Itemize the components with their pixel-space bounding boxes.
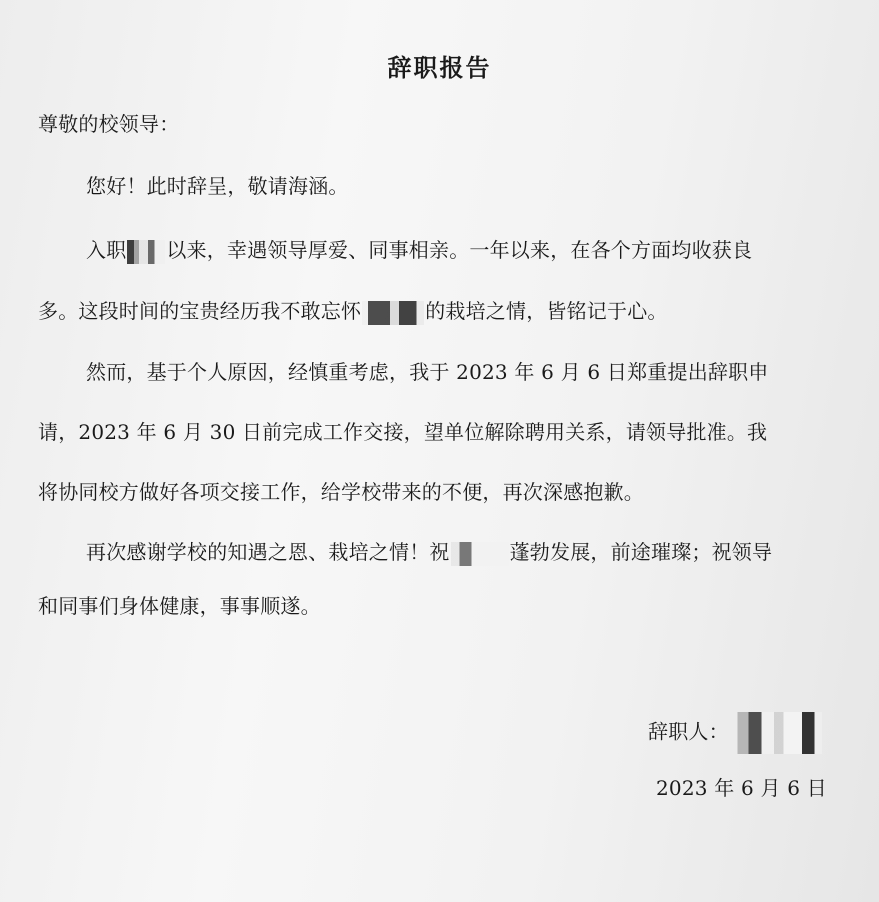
text-segment: 的栽培之情，皆铭记于心。 <box>425 299 668 323</box>
salutation: 尊敬的校领导： <box>38 112 180 136</box>
text-segment: 入职 <box>86 238 127 262</box>
paragraph-2-line-3: 将协同校方做好各项交接工作，给学校带来的不便，再次深感抱歉。 <box>38 480 644 504</box>
text-segment: 以来，幸遇领导厚爱、同事相亲。一年以来，在各个方面均收获良 <box>166 238 753 262</box>
redacted-block <box>127 240 165 264</box>
paragraph-2-line-1: 然而，基于个人原因，经慎重考虑，我于 2023 年 6 月 6 日郑重提出辞职申 <box>86 360 769 384</box>
greeting-line: 您好！此时辞呈，敬请海涵。 <box>86 174 349 198</box>
text-segment: 蓬勃发展，前途璀璨；祝领导 <box>509 540 773 564</box>
paragraph-1-line-1 <box>86 236 752 264</box>
signature-label: 辞职人： <box>648 719 729 744</box>
paragraph-2-line-2: 请，2023 年 6 月 30 日前完成工作交接，望单位解除聘用关系，请领导批准。我 <box>38 420 768 444</box>
text-segment: 多。这段时间的宝贵经历我不敢忘怀 <box>38 299 362 323</box>
document-title: 辞职报告 <box>387 53 492 82</box>
redacted-block <box>451 542 509 566</box>
text-segment: 再次感谢学校的知遇之恩、栽培之情！祝 <box>86 540 450 564</box>
paragraph-1-line-2 <box>38 297 668 325</box>
paragraph-3-line-1 <box>86 538 772 566</box>
paragraph-3-line-2: 和同事们身体健康，事事顺遂。 <box>38 594 321 618</box>
redacted-signature <box>730 712 822 754</box>
signature-line <box>648 712 823 754</box>
date-line: 2023 年 6 月 6 日 <box>656 776 827 800</box>
redacted-block <box>362 301 424 325</box>
